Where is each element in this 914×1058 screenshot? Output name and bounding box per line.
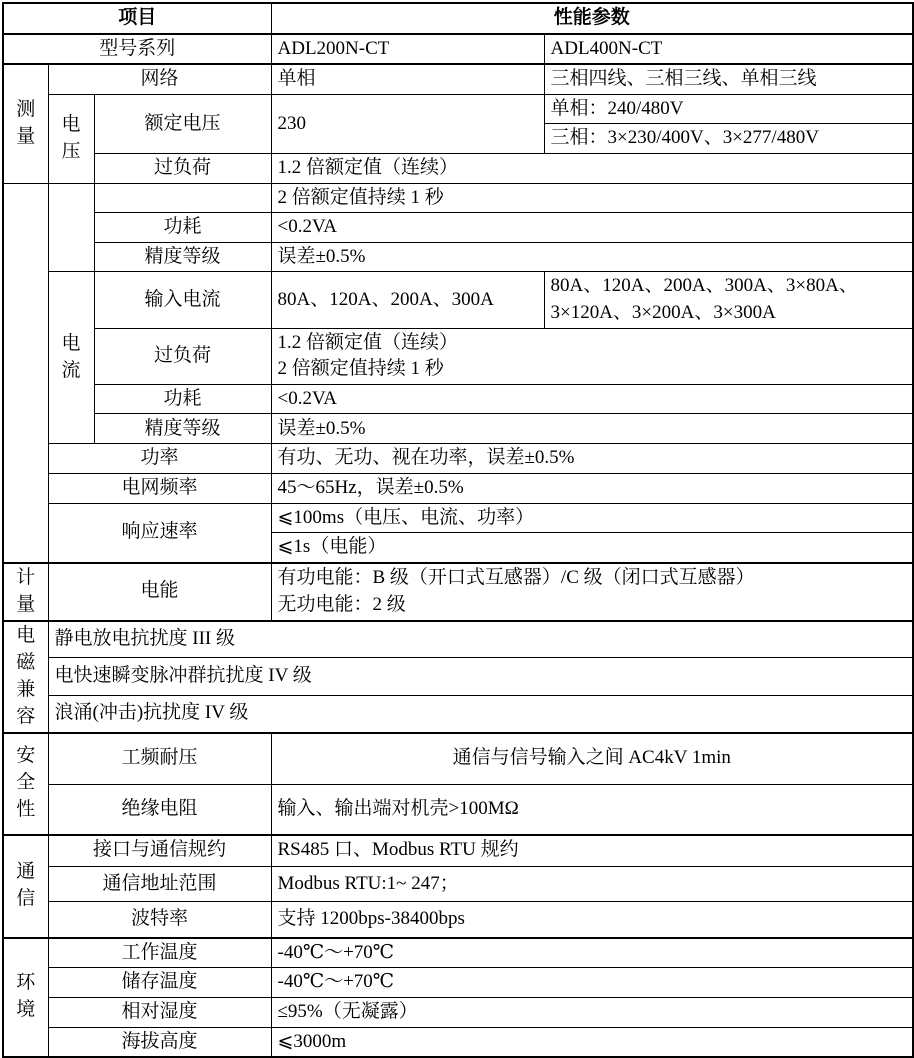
withstand-voltage-value: 通信与信号输入之间 AC4kV 1min: [271, 733, 913, 785]
emc-surge: 浪涌(冲击)抗扰度 IV 级: [48, 695, 913, 732]
voltage-consumption-value: <0.2VA: [271, 213, 913, 243]
rated-voltage-adl400-single: 单相：240/480V: [544, 94, 913, 124]
humidity-value: ≤95%（无凝露）: [271, 997, 913, 1027]
group-env-label: 环境: [16, 972, 36, 1021]
work-temp-label: 工作温度: [48, 938, 271, 968]
voltage-overload-continuous: 1.2 倍额定值（连续）: [271, 153, 913, 183]
comm-interface-label: 接口与通信规约: [48, 835, 271, 867]
insulation-resistance-label: 绝缘电阻: [48, 785, 271, 835]
voltage-subgroup-empty-cell: [48, 183, 94, 272]
voltage-consumption-label: 功耗: [94, 213, 271, 243]
group-emc: [3, 621, 48, 733]
rated-voltage-label: 额定电压: [94, 94, 271, 153]
network-label: 网络: [48, 64, 271, 94]
current-consumption-value: <0.2VA: [271, 384, 913, 414]
withstand-voltage-label: 工频耐压: [48, 733, 271, 785]
voltage-accuracy-value: 误差±0.5%: [271, 242, 913, 272]
spec-table: [2, 2, 914, 1058]
group-voltage: [48, 94, 94, 183]
group-voltage-label: 电压: [61, 113, 81, 162]
altitude-label: 海拔高度: [48, 1027, 271, 1057]
current-accuracy-value: 误差±0.5%: [271, 414, 913, 444]
group-current: [48, 272, 94, 444]
voltage-accuracy-label: 精度等级: [94, 242, 271, 272]
voltage-overload-label: 过负荷: [94, 153, 271, 183]
emc-esd: 静电放电抗扰度 III 级: [48, 621, 913, 658]
group-emc-label: 电磁兼容: [16, 624, 36, 727]
group-measure: [3, 64, 48, 183]
comm-address-label: 通信地址范围: [48, 867, 271, 902]
group-metering-label: 计量: [16, 566, 36, 615]
power-value: 有功、无功、视在功率，误差±0.5%: [271, 444, 913, 474]
response-rate-label: 响应速率: [48, 503, 271, 563]
storage-temp-label: 储存温度: [48, 968, 271, 998]
altitude-value: ⩽3000m: [271, 1027, 913, 1057]
group-safety-label: 安全性: [16, 745, 36, 820]
current-overload-label: 过负荷: [94, 328, 271, 384]
group-measure-label: 测量: [16, 98, 36, 147]
emc-eft: 电快速瞬变脉冲群抗扰度 IV 级: [48, 658, 913, 695]
group-comm: [3, 835, 48, 938]
frequency-label: 电网频率: [48, 473, 271, 503]
energy-label: 电能: [48, 563, 271, 621]
energy-reactive-line: 无功电能：2 级: [277, 593, 406, 615]
model-adl200: ADL200N-CT: [271, 34, 544, 65]
header-items-col: 项目: [3, 3, 271, 34]
input-current-label: 输入电流: [94, 272, 271, 328]
input-current-adl400: 80A、120A、200A、300A、3×80A、3×120A、3×200A、3×300A: [544, 272, 913, 328]
rated-voltage-adl200: 230: [271, 94, 544, 153]
current-accuracy-label: 精度等级: [94, 414, 271, 444]
group-measure-empty-cell: [3, 183, 48, 563]
header-params-col: 性能参数: [271, 3, 913, 34]
model-series-label: 型号系列: [3, 34, 271, 65]
model-adl400: ADL400N-CT: [544, 34, 913, 65]
comm-address-value: Modbus RTU:1~ 247；: [271, 867, 913, 902]
work-temp-value: -40℃～+70℃: [271, 938, 913, 968]
input-current-adl200: 80A、120A、200A、300A: [271, 272, 544, 328]
group-safety: [3, 733, 48, 835]
energy-active-line: 有功电能：B 级（开口式互感器）/C 级（闭口式互感器）: [277, 567, 755, 589]
group-env: [3, 938, 48, 1058]
current-consumption-label: 功耗: [94, 384, 271, 414]
group-metering: [3, 563, 48, 621]
response-rate-slow: ⩽1s（电能）: [271, 533, 913, 563]
group-comm-label: 通信: [16, 861, 36, 909]
comm-interface-value: RS485 口、Modbus RTU 规约: [271, 835, 913, 867]
energy-value: [271, 563, 913, 621]
insulation-resistance-value: 输入、输出端对机壳>100MΩ: [271, 785, 913, 835]
frequency-value: 45～65Hz，误差±0.5%: [271, 473, 913, 503]
voltage-overload-empty-label-cell: [94, 183, 271, 213]
network-adl200: 单相: [271, 64, 544, 94]
rated-voltage-adl400-three: 三相：3×230/400V、3×277/480V: [544, 124, 913, 154]
current-overload-value: [271, 328, 913, 384]
group-current-label: 电流: [61, 332, 81, 381]
power-label: 功率: [48, 444, 271, 474]
voltage-overload-short: 2 倍额定值持续 1 秒: [271, 183, 913, 213]
comm-baud-value: 支持 1200bps-38400bps: [271, 902, 913, 938]
storage-temp-value: -40℃～+70℃: [271, 968, 913, 998]
current-overload-line1: 1.2 倍额定值（连续）: [277, 331, 459, 353]
response-rate-fast: ⩽100ms（电压、电流、功率）: [271, 503, 913, 533]
humidity-label: 相对湿度: [48, 997, 271, 1027]
network-adl400: 三相四线、三相三线、单相三线: [544, 64, 913, 94]
current-overload-line2: 2 倍额定值持续 1 秒: [277, 358, 444, 380]
comm-baud-label: 波特率: [48, 902, 271, 938]
